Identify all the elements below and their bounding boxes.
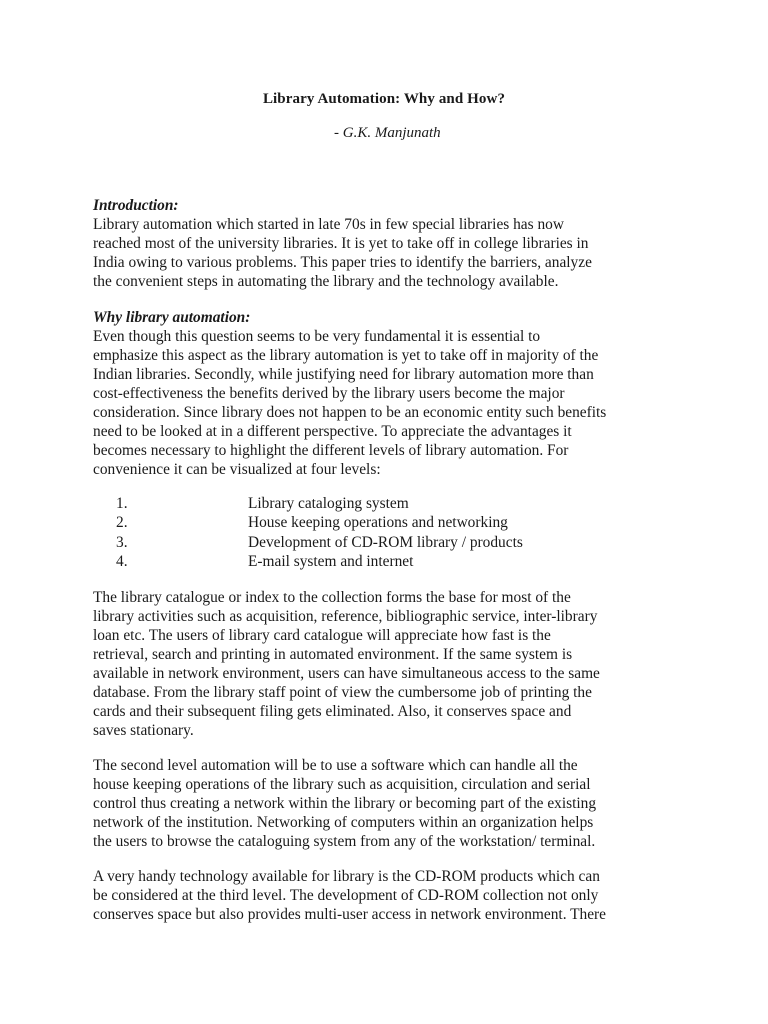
document-title: Library Automation: Why and How? xyxy=(262,91,506,107)
second-level-paragraph xyxy=(93,756,693,851)
text-line: database. From the library staff point of view the cumbersome job of printing the xyxy=(93,684,592,701)
list-item-text: Development of CD-ROM library / products xyxy=(248,533,523,551)
list-item-number: 4. xyxy=(116,552,128,570)
text-line: emphasize this aspect as the library automation is yet to take off in majority of the xyxy=(93,347,599,364)
text-line: The second level automation will be to use a software which can handle all the xyxy=(93,757,578,774)
catalogue-paragraph xyxy=(93,588,693,740)
list-item-number: 1. xyxy=(116,495,128,512)
list-item xyxy=(116,494,636,513)
document-author: - G.K. Manjunath xyxy=(334,125,441,141)
list-item-number: 3. xyxy=(116,533,128,551)
text-line: the users to browse the cataloguing system from any of the workstation/ terminal. xyxy=(93,833,596,850)
text-line: be considered at the third level. The development of CD-ROM collection not only xyxy=(93,887,599,904)
text-line: library activities such as acquisition, reference, bibliographic service, inter-library xyxy=(93,608,598,625)
text-line: A very handy technology available for library is the CD-ROM products which can xyxy=(93,868,600,885)
text-line: becomes necessary to highlight the different levels of library automation. For xyxy=(93,442,569,459)
text-line: conserves space but also provides multi-user access in network environment. There xyxy=(93,906,607,923)
why-heading: Why library automation: xyxy=(93,309,251,326)
text-line: The library catalogue or index to the collection forms the base for most of the xyxy=(93,589,571,606)
list-item-text: Library cataloging system xyxy=(248,495,409,512)
text-line: reached most of the university libraries. It is yet to take off in college libraries in xyxy=(93,235,589,252)
list-item-text: House keeping operations and networking xyxy=(248,514,508,532)
third-level-paragraph xyxy=(93,867,693,924)
introduction-section xyxy=(93,196,693,291)
why-paragraph xyxy=(93,327,693,479)
text-line: convenience it can be visualized at four levels: xyxy=(93,461,381,478)
text-line: control thus creating a network within the library or becoming part of the existing xyxy=(93,795,597,812)
text-line: cost-effectiveness the benefits derived by the library users become the major xyxy=(93,385,565,402)
text-line: house keeping operations of the library such as acquisition, circulation and serial xyxy=(93,776,591,793)
text-line: Even though this question seems to be very fundamental it is essential to xyxy=(93,328,541,345)
introduction-heading: Introduction: xyxy=(93,197,179,214)
text-line: cards and their subsequent filing gets eliminated. Also, it conserves space and xyxy=(93,703,572,720)
text-line: Indian libraries. Secondly, while justifying need for library automation more than xyxy=(93,366,594,383)
text-line: saves stationary. xyxy=(93,722,194,739)
list-item xyxy=(116,533,636,552)
text-line: consideration. Since library does not happen to be an economic entity such benefits xyxy=(93,404,607,421)
list-item-number: 2. xyxy=(116,514,128,532)
text-line: retrieval, search and printing in automated environment. If the same system is xyxy=(93,646,573,663)
list-item-text: E-mail system and internet xyxy=(248,552,414,570)
why-section xyxy=(93,308,693,479)
text-line: loan etc. The users of library card catalogue will appreciate how fast is the xyxy=(93,627,551,644)
introduction-paragraph xyxy=(93,215,693,291)
text-line: the convenient steps in automating the library and the technology available. xyxy=(93,273,559,290)
list-item xyxy=(116,513,636,532)
list-item xyxy=(116,552,636,571)
text-line: India owing to various problems. This paper tries to identify the barriers, analyze xyxy=(93,254,592,271)
automation-levels-list xyxy=(116,494,636,571)
text-line: Library automation which started in late 70s in few special libraries has now xyxy=(93,216,564,233)
text-line: network of the institution. Networking of computers within an organization helps xyxy=(93,814,594,831)
text-line: need to be looked at in a different perspective. To appreciate the advantages it xyxy=(93,423,572,440)
text-line: available in network environment, users can have simultaneous access to the same xyxy=(93,665,600,682)
